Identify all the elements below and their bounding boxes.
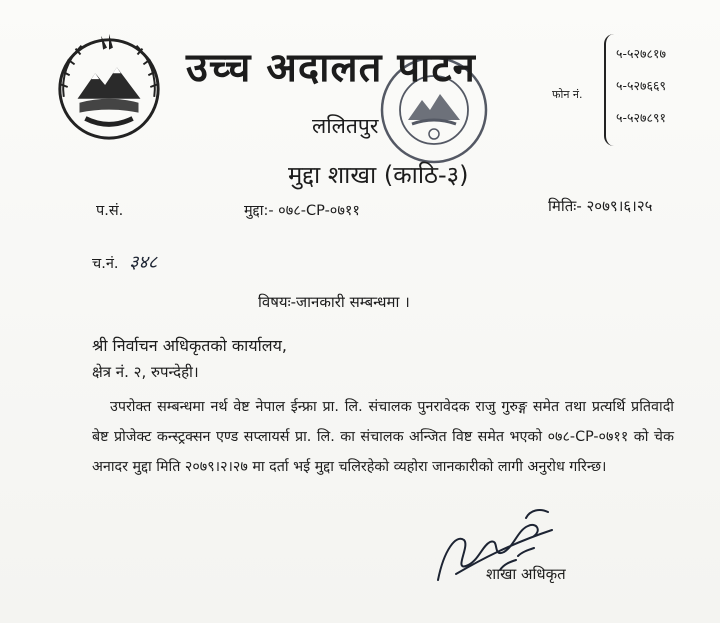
letter-date: मितिः- २०७९।६।२५ (548, 197, 653, 215)
subject-line: विषयः-जानकारी सम्बन्धमा । (258, 293, 410, 311)
signer-title: शाखा अधिकृत (486, 565, 566, 583)
phone-number-list (616, 38, 666, 134)
reference-label: प.सं. (96, 203, 124, 219)
section-heading: मुद्दा शाखा (काठि-३) (288, 161, 469, 189)
dispatch-label: च.नं. (92, 256, 119, 272)
nepal-emblem-icon (50, 28, 168, 146)
court-name-heading: उच्च अदालत पाटन (186, 45, 476, 91)
letter-body: उपरोक्त सम्बन्धमा नर्थ वेष्ट नेपाल ईन्फ्रा प्रा. लि. संचालक पुनरावेदक राजु गुरुङ्ग समेत तथा प्रत्यर्थि प्रतिवादी बेष्ट प्रोजेक्ट कन्स्ट्रक्सन एण्ड सप्लायर्स प्रा. लि. का संचालक अन्जित विष्ट समेत भएको ०७८-CP-०७११ को चेक अनादर मुद्दा मिति २०७९।२।२७ मा दर्ता भई मुद्दा चलिरहेको व्यहोरा जानकारीको लागी अनुरोध गरिन्छ। (92, 399, 674, 475)
phone-number: ५-५२७६६९ (616, 78, 667, 93)
dispatch-number: ३४८ (129, 252, 158, 273)
dispatch-number-row (92, 250, 157, 274)
case-number: मुद्दा:- ०७८-CP-०७११ (244, 203, 360, 219)
city-label: ललितपुर (312, 114, 379, 138)
phone-number: ५-५२७८१७ (616, 46, 667, 61)
phone-brace (604, 34, 616, 146)
recipient-office: श्री निर्वाचन अधिकृतको कार्यालय, (92, 336, 287, 355)
phone-label: फोन नं. (552, 88, 583, 101)
phone-number: ५-५२७८९१ (616, 110, 667, 125)
recipient-area: क्षेत्र नं. २, रुपन्देही। (92, 363, 199, 381)
